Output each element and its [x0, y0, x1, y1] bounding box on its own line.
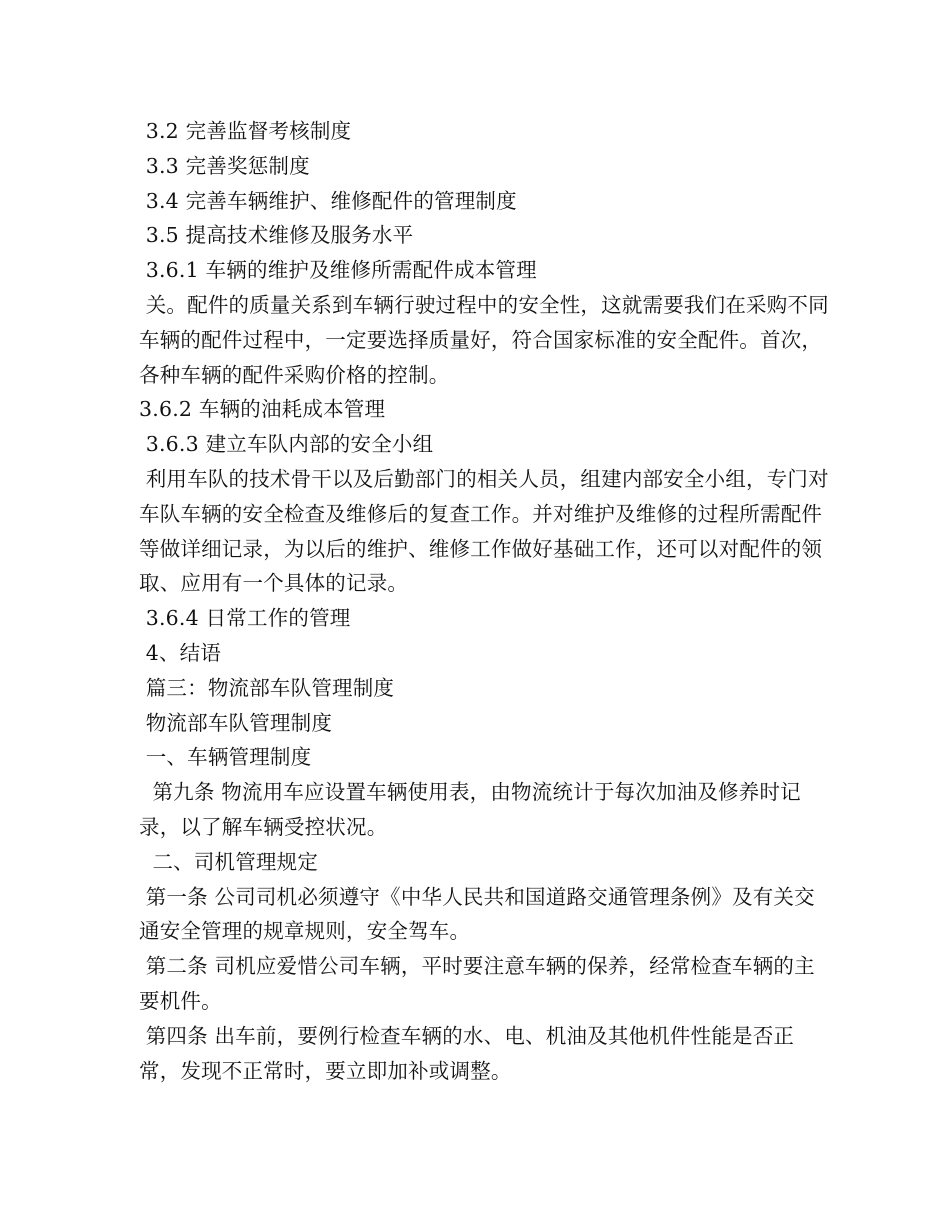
heading-3-3: 3.3 完善奖惩制度: [139, 153, 310, 178]
heading-3-5: 3.5 提高技术维修及服务水平: [139, 223, 414, 248]
heading-3-6-2: 3.6.2 车辆的油耗成本管理: [139, 397, 386, 422]
paragraph-parts-quality: 关。配件的质量关系到车辆行驶过程中的安全性，这就需要我们在采购不同车辆的配件过程中，一定要选择质量好，符合国家标准的安全配件。首次，各种车辆的配件采购价格的控制。: [139, 292, 829, 387]
article-4: 第四条 出车前，要例行检查车辆的水、电、机油及其他机件性能是否正常，发现不正常时，要立即加补或调整。: [139, 1023, 795, 1083]
heading-3-6-4: 3.6.4 日常工作的管理: [139, 606, 351, 631]
heading-3-4: 3.4 完善车辆维护、维修配件的管理制度: [139, 188, 517, 213]
article-9: 第九条 物流用车应设置车辆使用表，由物流统计于每次加油及修养时记录，以了解车辆受控状况。: [139, 780, 801, 839]
document-body: [139, 114, 829, 1088]
heading-conclusion: 4、结语: [139, 640, 222, 665]
heading-3-6-3: 3.6.3 建立车队内部的安全小组: [139, 432, 434, 457]
article-2: 第二条 司机应爱惜公司车辆，平时要注意车辆的保养，经常检查车辆的主要机件。: [139, 954, 815, 1013]
section-vehicle-management: 一、车辆管理制度: [139, 745, 312, 770]
heading-3-6-1: 3.6.1 车辆的维护及维修所需配件成本管理: [139, 258, 537, 283]
heading-3-2: 3.2 完善监督考核制度: [139, 119, 352, 143]
chapter-title: 篇三：物流部车队管理制度: [139, 675, 395, 700]
section-driver-management: 二、司机管理规定: [139, 849, 319, 874]
article-1: 第一条 公司司机必须遵守《中华人民共和国道路交通管理条例》及有关交通安全管理的规章规则，安全驾车。: [139, 884, 815, 944]
document-subtitle: 物流部车队管理制度: [139, 710, 333, 735]
paragraph-safety-group: 利用车队的技术骨干以及后勤部门的相关人员，组建内部安全小组，专门对车队车辆的安全检查及维修后的复查工作。并对维护及维修的过程所需配件等做详细记录，为以后的维护、维修工作做好基础工作，还可以对配件的领取、应用有一个具体的记录。: [139, 466, 829, 596]
